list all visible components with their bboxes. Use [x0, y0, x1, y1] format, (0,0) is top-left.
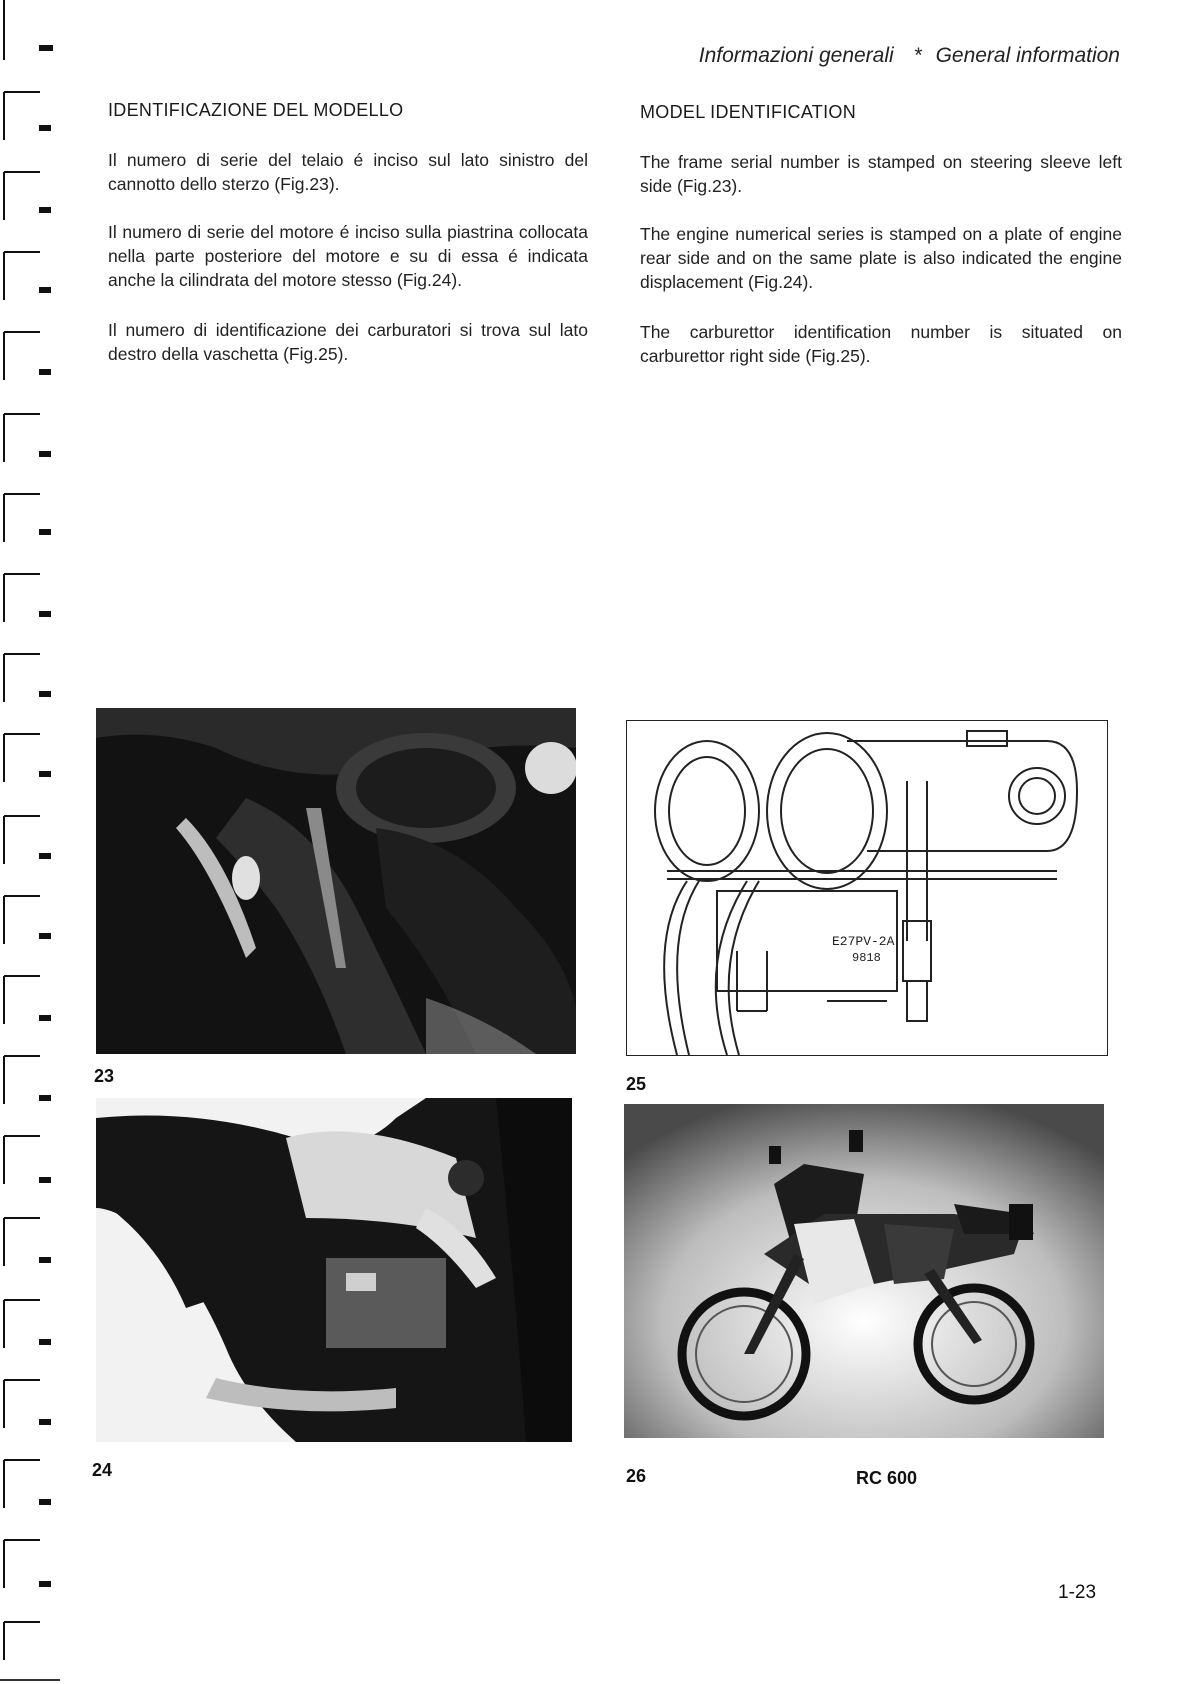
english-heading: MODEL IDENTIFICATION [640, 102, 857, 122]
english-paragraph-2: The engine numerical series is stamped on a plate of engine rear side and on the same plate is also indicated the engine displacement (Fig.24). [640, 224, 1122, 292]
header-english: General information [935, 44, 1120, 67]
italian-paragraph-3: Il numero di identificazione dei carburatori si trova sul lato destro della vaschetta (Fig.25). [108, 320, 588, 364]
english-paragraph-3: The carburettor identification number is situated on carburettor right side (Fig.25). [640, 322, 1122, 366]
figure-25-number: 25 [626, 1074, 647, 1094]
figure-26-number: 26 [626, 1466, 647, 1486]
running-header [600, 44, 1120, 68]
model-caption: RC 600 [856, 1468, 918, 1488]
italian-heading: IDENTIFICAZIONE DEL MODELLO [108, 100, 404, 120]
figure-23-photo [96, 708, 576, 1054]
carburettor-stamp-number: 9818 [852, 951, 881, 965]
figure-24-number: 24 [92, 1460, 113, 1480]
page-number: 1-23 [1058, 1582, 1097, 1603]
figure-24-photo [96, 1098, 572, 1442]
english-paragraph-1: The frame serial number is stamped on steering sleeve left side (Fig.23). [640, 152, 1122, 196]
header-italian: Informazioni generali [698, 44, 894, 67]
binding-edge-marks [0, 0, 60, 1684]
carburettor-stamp-model: E27PV-2A [832, 934, 895, 949]
figure-26-photo [624, 1104, 1104, 1438]
italian-paragraph-2: Il numero di serie del motore é inciso sulla piastrina collocata nella parte posteriore del motore e su di essa é indicata anche la cilindrata del motore stesso (Fig.24). [108, 222, 588, 290]
figure-25-diagram [626, 720, 1108, 1056]
figure-23-number: 23 [94, 1066, 115, 1086]
header-separator: * [913, 44, 922, 67]
italian-paragraph-1: Il numero di serie del telaio é inciso sul lato sinistro del cannotto dello sterzo (Fig.23). [108, 150, 588, 194]
